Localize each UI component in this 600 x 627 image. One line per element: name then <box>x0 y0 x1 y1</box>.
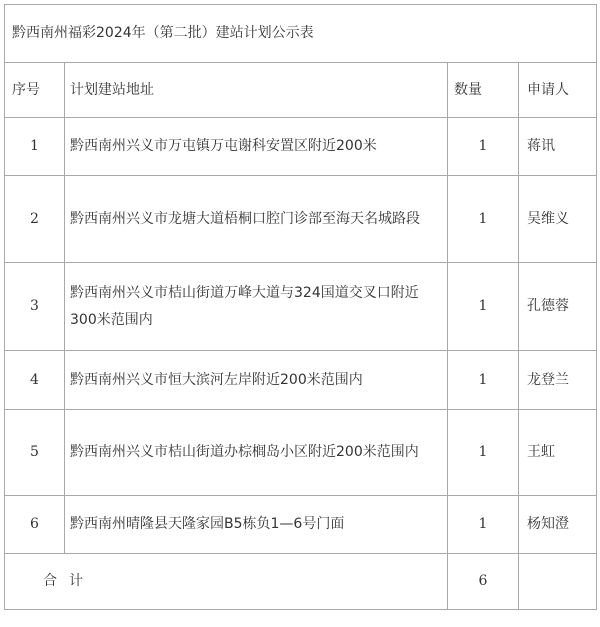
row-address: 黔西南州兴义市龙塘大道梧桐口腔门诊部至海天名城路段 <box>65 176 448 263</box>
row-applicant: 蒋讯 <box>519 118 597 176</box>
row-seq: 3 <box>5 263 65 351</box>
row-applicant: 杨知澄 <box>519 496 597 554</box>
table-row <box>5 410 597 496</box>
row-quantity: 1 <box>448 410 519 496</box>
row-applicant: 孔德蓉 <box>519 263 597 351</box>
row-quantity: 1 <box>448 351 519 410</box>
header-row <box>5 63 597 118</box>
total-label: 合计 <box>5 554 448 610</box>
header-applicant: 申请人 <box>519 63 597 118</box>
row-quantity: 1 <box>448 176 519 263</box>
row-seq: 2 <box>5 176 65 263</box>
total-row <box>5 554 597 610</box>
table-title: 黔西南州福彩2024年（第二批）建站计划公示表 <box>5 5 597 63</box>
row-applicant: 王虹 <box>519 410 597 496</box>
row-seq: 4 <box>5 351 65 410</box>
row-seq: 6 <box>5 496 65 554</box>
table-row <box>5 118 597 176</box>
header-address: 计划建站地址 <box>65 63 448 118</box>
table-row <box>5 496 597 554</box>
row-quantity: 1 <box>448 263 519 351</box>
row-address: 黔西南州兴义市桔山街道办棕榈岛小区附近200米范围内 <box>65 410 448 496</box>
row-address: 黔西南州兴义市桔山街道万峰大道与324国道交叉口附近300米范围内 <box>65 263 448 351</box>
total-empty-cell <box>519 554 597 610</box>
row-address: 黔西南州兴义市恒大滨河左岸附近200米范围内 <box>65 351 448 410</box>
row-quantity: 1 <box>448 118 519 176</box>
row-address: 黔西南州兴义市万屯镇万屯谢科安置区附近200米 <box>65 118 448 176</box>
total-quantity: 6 <box>448 554 519 610</box>
table-container <box>4 4 596 623</box>
header-quantity: 数量 <box>448 63 519 118</box>
row-seq: 1 <box>5 118 65 176</box>
row-quantity: 1 <box>448 496 519 554</box>
row-seq: 5 <box>5 410 65 496</box>
station-plan-table <box>4 4 597 610</box>
table-row <box>5 351 597 410</box>
row-applicant: 吴维义 <box>519 176 597 263</box>
table-row <box>5 176 597 263</box>
title-row <box>5 5 597 63</box>
table-row <box>5 263 597 351</box>
row-applicant: 龙登兰 <box>519 351 597 410</box>
header-seq: 序号 <box>5 63 65 118</box>
row-address: 黔西南州晴隆县天隆家园B5栋负1—6号门面 <box>65 496 448 554</box>
